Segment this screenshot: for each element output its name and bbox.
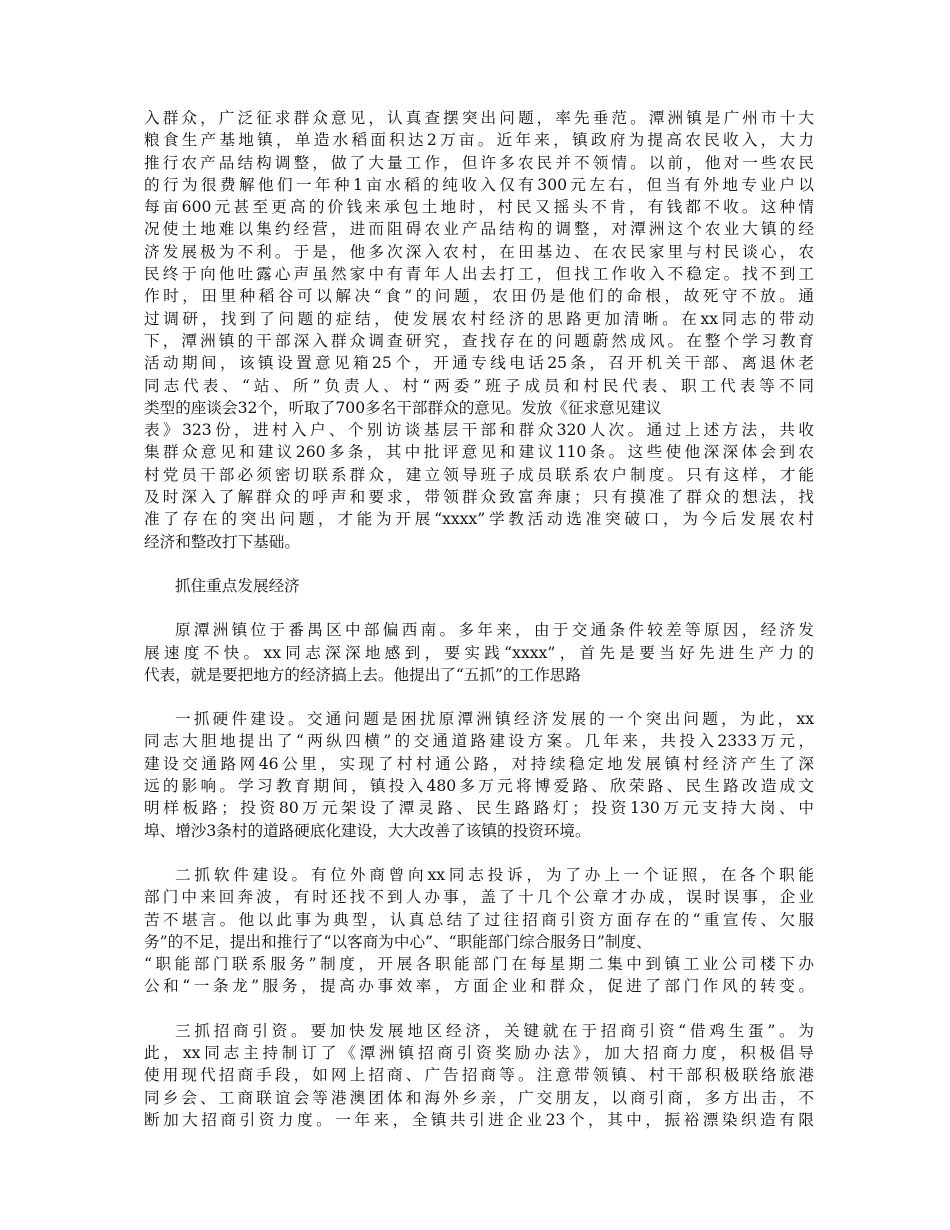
text-line: 同志代表、“站、所”负责人、村“两委”班子成员和村民代表、职工代表等不同	[144, 376, 814, 395]
text-line: 济发展极为不利。于是，他多次深入农村，在田基边、在农民家里与村民谈心，农	[144, 242, 814, 261]
text-line: 原潭洲镇位于番禺区中部偏西南。多年来，由于交通条件较差等原因，经济发	[175, 621, 814, 640]
text-line: 展速度不快。xx同志深深地感到，要实践“xxxx”，首先是要当好先进生产力的	[144, 643, 814, 662]
text-line: 下，潭洲镇的干部深入群众调查研究，查找存在的问题蔚然成风。在整个学习教育	[144, 331, 814, 350]
text-line: 经济和整改打下基础。	[144, 532, 300, 551]
text-line: 公和“一条龙”服务，提高办事效率，方面企业和群众，促进了部门作风的转变。	[144, 977, 814, 996]
paragraph-mass-line	[144, 107, 814, 553]
text-line: 代表，就是要把地方的经济搞上去。他提出了“五抓”的工作思路	[144, 665, 581, 684]
text-line: 二抓软件建设。有位外商曾向xx同志投诉，为了办上一个证照，在各个职能	[175, 865, 814, 884]
text-line: 入群众，广泛征求群众意见，认真查摆突出问题，率先垂范。潭洲镇是广州市十大	[144, 109, 814, 127]
text-line: 同志大胆地提出了“两纵四横”的交通道路建设方案。几年来，共投入2333万元，	[144, 732, 814, 751]
text-line: 准了存在的突出问题，才能为开展“xxxx”学教活动选准突破口，为今后发展农村	[144, 510, 814, 529]
text-line: 的行为很费解他们一年种1亩水稻的纯收入仅有300元左右，但当有外地专业户以	[144, 175, 814, 194]
text-line: 部门中来回奔波，有时还找不到人办事，盖了十几个公章才办成，误时误事，企业	[144, 888, 814, 907]
text-line: 粮食生产基地镇，单造水稻面积达2万亩。近年来，镇政府为提高农民收入，大力	[144, 131, 814, 150]
text-line: 使用现代招商手段，如网上招商、广告招商等。注意带领镇、村干部积极联络旅港	[144, 1066, 814, 1085]
text-line: 过调研，找到了问题的症结，使发展农村经济的思路更加清晰。在xx同志的带动	[144, 309, 814, 328]
text-line: 此，xx同志主持制订了《潭洲镇招商引资奖励办法》，加大招商力度，积极倡导	[144, 1043, 814, 1062]
text-line: 断加大招商引资力度。一年来，全镇共引进企业23个，其中，振裕漂染织造有限	[144, 1110, 814, 1129]
text-line: 推行农产品结构调整，做了大量工作，但许多农民并不领情。以前，他对一些农民	[144, 153, 814, 172]
text-line: 作时，田里种稻谷可以解决“食”的问题，农田仍是他们的命根，故死守不放。通	[144, 287, 814, 306]
paragraph-economy-intro	[144, 619, 814, 686]
section-heading: 抓住重点发展经济	[175, 576, 300, 595]
text-line: 埠、增沙3条村的道路硬底化建设，大大改善了该镇的投资环境。	[144, 821, 591, 840]
text-line: 每亩600元甚至更高的价钱来承包土地时，村民又摇头不肯，有钱都不收。这种情	[144, 198, 814, 217]
text-line: 务”的不足，提出和推行了“以客商为中心”、“职能部门综合服务日”制度、	[144, 932, 652, 951]
document-page	[144, 107, 814, 1153]
text-line: 同乡会、工商联谊会等港澳团体和海外乡亲，广交朋友，以商引商，多方出击，不	[144, 1088, 814, 1107]
paragraph-hardware	[144, 708, 814, 842]
text-line: 及时深入了解群众的呼声和要求，带领群众致富奔康；只有摸准了群众的想法，找	[144, 488, 814, 507]
text-line: 远的影响。学习教育期间，镇投入480多万元将博爱路、欣荣路、民生路改造成文	[144, 777, 814, 796]
text-line: 活动期间，该镇设置意见箱25个，开通专线电话25条，召开机关干部、离退休老	[144, 354, 814, 373]
text-line: 类型的座谈会32个，听取了700多名干部群众的意见。发放《征求意见建议	[144, 398, 662, 417]
text-line: 况使土地难以集约经营，进而阻碍农业产品结构的调整，对潭洲这个农业大镇的经	[144, 220, 814, 239]
text-line: 建设交通路网46公里，实现了村村通公路，对持续稳定地发展镇村经济产生了深	[144, 754, 814, 773]
text-line: 苦不堪言。他以此事为典型，认真总结了过往招商引资方面存在的“重宣传、欠服	[144, 910, 814, 929]
text-line: 明样板路；投资80万元架设了潭灵路、民生路路灯；投资130万元支持大岗、中	[144, 799, 814, 818]
text-line: “职能部门联系服务”制度，开展各职能部门在每星期二集中到镇工业公司楼下办	[144, 955, 814, 974]
text-line: 三抓招商引资。要加快发展地区经济，关键就在于招商引资“借鸡生蛋”。为	[175, 1021, 814, 1040]
text-line: 表》323份，进村入户、个别访谈基层干部和群众320人次。通过上述方法，共收	[144, 421, 814, 440]
paragraph-software	[144, 864, 814, 998]
paragraph-investment	[144, 1020, 814, 1131]
text-line: 民终于向他吐露心声虽然家中有青年人出去打工，但找工作收入不稳定。找不到工	[144, 265, 814, 284]
text-line: 村党员干部必须密切联系群众，建立领导班子成员联系农户制度。只有这样，才能	[144, 465, 814, 484]
text-line: 一抓硬件建设。交通问题是困扰原潭洲镇经济发展的一个突出问题，为此，xx	[175, 710, 814, 729]
text-line: 集群众意见和建议260多条，其中批评意见和建议110条。这些使他深深体会到农	[144, 443, 814, 462]
